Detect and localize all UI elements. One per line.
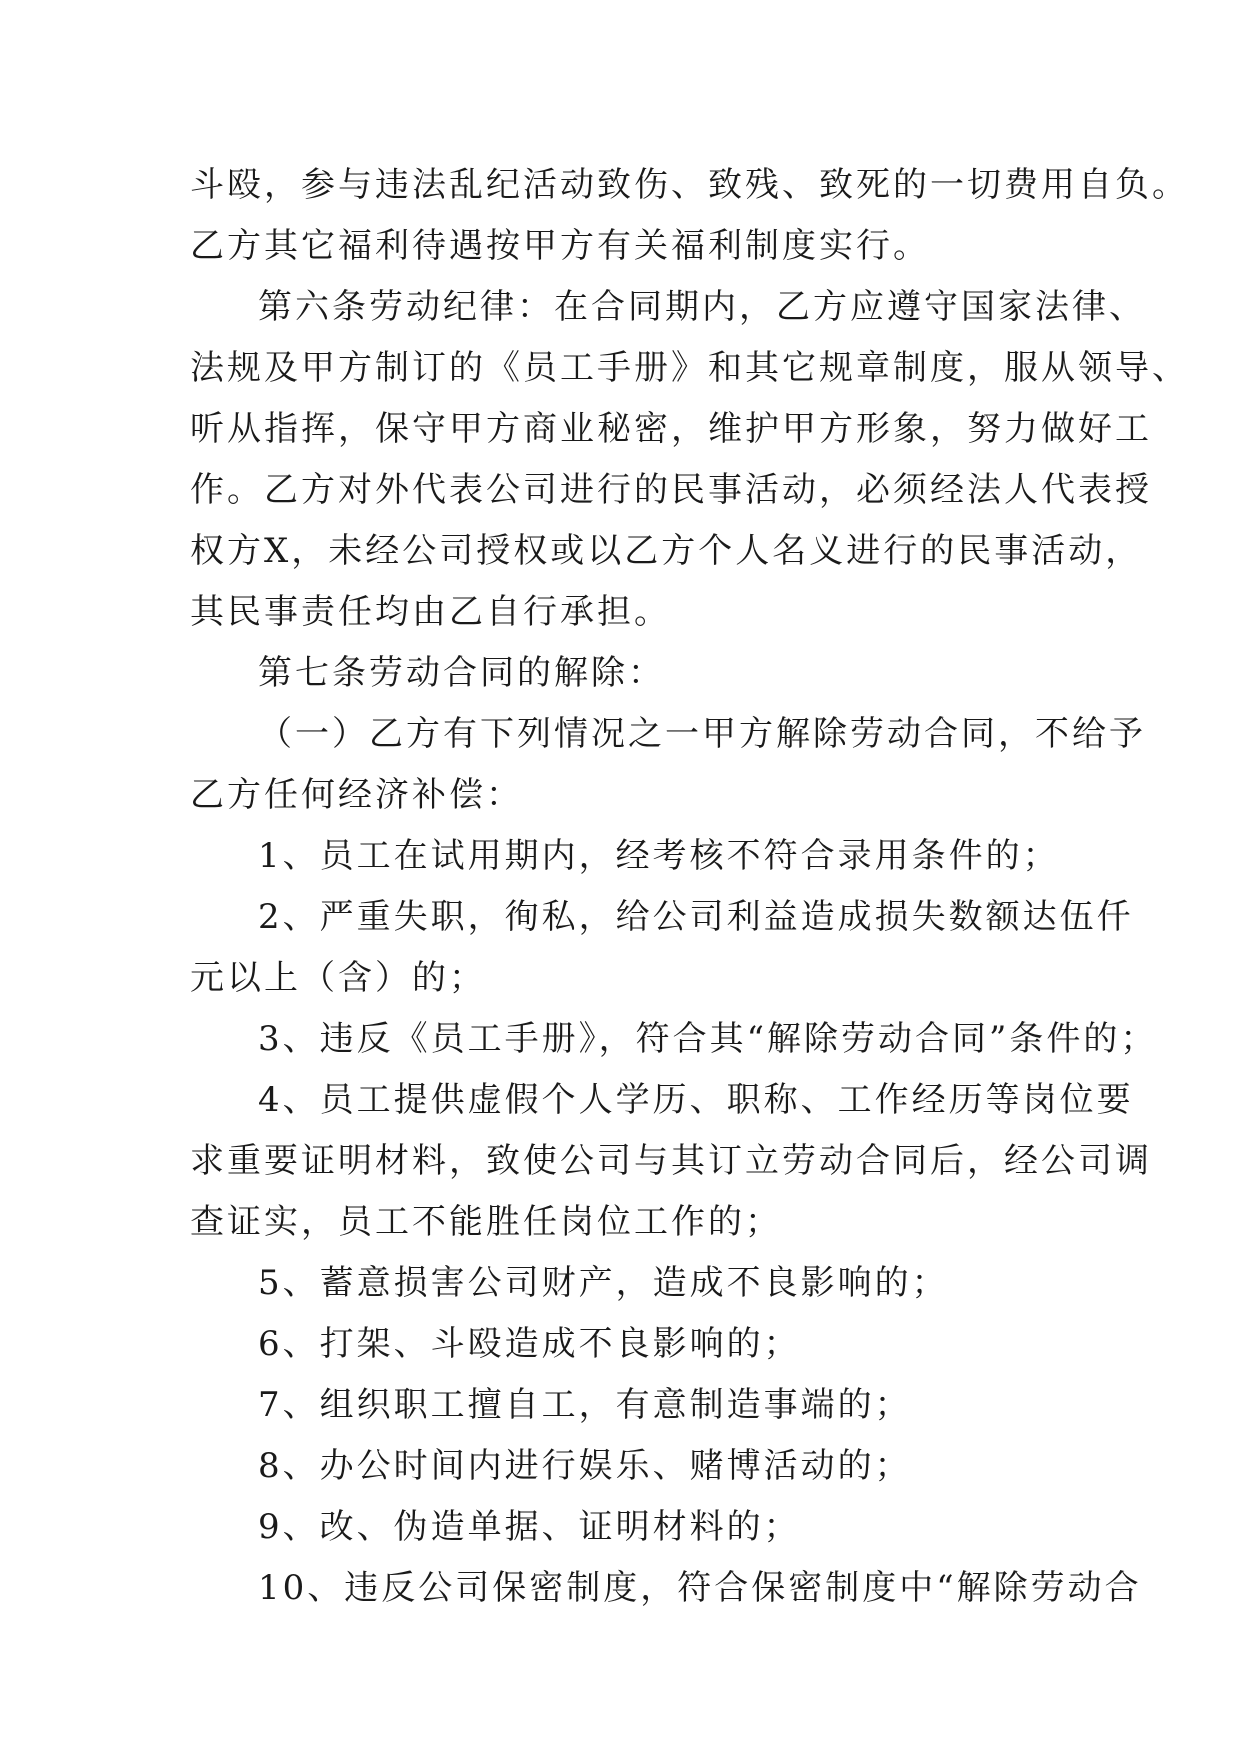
text-line: 其民事责任均由乙自行承担。 xyxy=(190,592,671,632)
text-line: 9、改、伪造单据、证明材料的； xyxy=(258,1507,801,1547)
text-line: 法规及甲方制订的《员工手册》和其它规章制度，服从领导、 xyxy=(190,348,1189,388)
text-line: 权方X，未经公司授权或以乙方个人名义进行的民事活动， xyxy=(190,531,1143,571)
text-line: 4、员工提供虚假个人学历、职称、工作经历等岗位要 xyxy=(258,1080,1134,1120)
text-line: 10、违反公司保密制度，符合保密制度中“解除劳动合 xyxy=(258,1568,1142,1608)
text-line: 2、严重失职，徇私，给公司利益造成损失数额达伍仟 xyxy=(258,897,1134,937)
text-line: 7、组织职工擅自工，有意制造事端的； xyxy=(258,1385,912,1425)
text-line: 第七条劳动合同的解除： xyxy=(258,653,665,693)
text-line: 乙方任何经济补偿： xyxy=(190,775,523,815)
text-line: 元以上（含）的； xyxy=(190,958,486,998)
text-line: 第六条劳动纪律：在合同期内，乙方应遵守国家法律、 xyxy=(258,287,1146,327)
text-line: 8、办公时间内进行娱乐、赌博活动的； xyxy=(258,1446,912,1486)
text-line: 6、打架、斗殴造成不良影响的； xyxy=(258,1324,801,1364)
text-line: 作。乙方对外代表公司进行的民事活动，必须经法人代表授 xyxy=(190,470,1152,510)
text-line: 1、员工在试用期内，经考核不符合录用条件的； xyxy=(258,836,1060,876)
text-line: 5、蓄意损害公司财产，造成不良影响的； xyxy=(258,1263,949,1303)
text-line: 斗殴，参与违法乱纪活动致伤、致残、致死的一切费用自负。 xyxy=(190,165,1189,205)
text-line: 求重要证明材料，致使公司与其订立劳动合同后，经公司调 xyxy=(190,1141,1152,1181)
text-line: 乙方其它福利待遇按甲方有关福利制度实行。 xyxy=(190,226,930,266)
text-line: 3、违反《员工手册》，符合其“解除劳动合同”条件的； xyxy=(258,1019,1158,1059)
text-line: 听从指挥，保守甲方商业秘密，维护甲方形象，努力做好工 xyxy=(190,409,1152,449)
document-body xyxy=(190,155,1189,1619)
text-line: （一）乙方有下列情况之一甲方解除劳动合同，不给予 xyxy=(258,714,1146,754)
text-line: 查证实，员工不能胜任岗位工作的； xyxy=(190,1202,782,1242)
